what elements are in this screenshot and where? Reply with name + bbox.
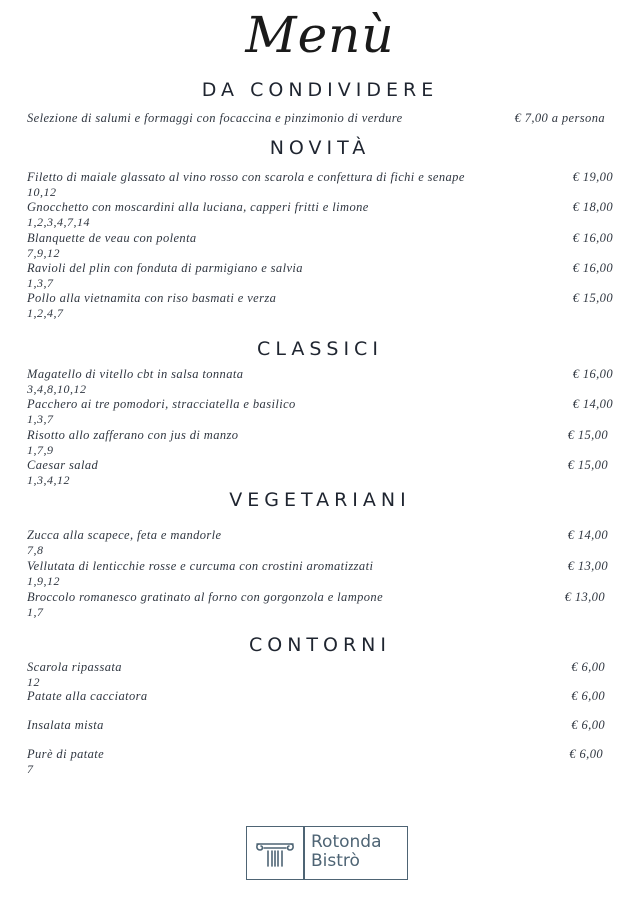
logo-wordmark <box>311 833 382 871</box>
item-price: € 16,00 <box>572 367 613 381</box>
item-price: € 16,00 <box>572 231 613 245</box>
item-allergens: 1,2,3,4,7,14 <box>27 215 90 229</box>
item-price: € 19,00 <box>572 170 613 184</box>
item-name: Blanquette de veau con polenta <box>27 231 197 245</box>
item-name: Zucca alla scapece, feta e mandorle <box>27 528 222 542</box>
item-allergens: 7,8 <box>27 543 44 557</box>
item-name: Insalata mista <box>27 718 104 732</box>
item-price: € 16,00 <box>572 261 613 275</box>
section-heading-contorni: CONTORNI <box>248 634 391 656</box>
section-heading-vegetariani: VEGETARIANI <box>229 489 411 511</box>
item-allergens: 7 <box>27 762 34 776</box>
item-allergens: 3,4,8,10,12 <box>27 382 87 396</box>
logo-line2: Bistrò <box>311 851 360 871</box>
item-price: € 15,00 <box>567 458 608 472</box>
item-allergens: 7,9,12 <box>27 246 60 260</box>
item-price: € 6,00 <box>571 718 605 732</box>
item-name: Selezione di salumi e formaggi con focaccina e pinzimonio di verdure <box>27 111 403 125</box>
item-name: Pacchero ai tre pomodori, stracciatella e basilico <box>27 397 296 411</box>
item-price: € 18,00 <box>572 200 613 214</box>
item-name: Ravioli del plin con fonduta di parmigiano e salvia <box>27 261 303 275</box>
item-allergens: 1,3,7 <box>27 412 54 426</box>
menu-title: Menù <box>245 6 395 64</box>
item-name: Filetto di maiale glassato al vino rosso con scarola e confettura di fichi e senape <box>27 170 465 184</box>
item-allergens: 1,7 <box>27 605 44 619</box>
item-allergens: 1,7,9 <box>27 443 54 457</box>
item-allergens: 1,2,4,7 <box>27 306 64 320</box>
item-allergens: 12 <box>27 675 40 689</box>
item-price: € 14,00 <box>572 397 613 411</box>
item-price: € 15,00 <box>572 291 613 305</box>
item-price: € 14,00 <box>567 528 608 542</box>
item-price: € 6,00 <box>571 660 605 674</box>
logo-divider <box>303 827 305 879</box>
item-name: Purè di patate <box>27 747 105 761</box>
item-price: € 6,00 <box>571 689 605 703</box>
item-name: Vellutata di lenticchie rosse e curcuma con crostini aromatizzati <box>27 559 374 573</box>
section-heading-classici: CLASSICI <box>257 338 383 360</box>
item-price: € 13,00 <box>564 590 605 604</box>
item-allergens: 1,3,4,12 <box>27 473 70 487</box>
item-price: € 6,00 <box>569 747 603 761</box>
item-price: € 7,00 a persona <box>514 111 605 125</box>
item-allergens: 1,3,7 <box>27 276 54 290</box>
item-name: Scarola ripassata <box>27 660 122 674</box>
item-allergens: 10,12 <box>27 185 57 199</box>
item-price: € 13,00 <box>567 559 608 573</box>
section-heading-condividere: DA CONDIVIDERE <box>201 79 439 101</box>
item-name: Magatello di vitello cbt in salsa tonnata <box>27 367 244 381</box>
item-price: € 15,00 <box>567 428 608 442</box>
item-name: Patate alla cacciatora <box>27 689 148 703</box>
item-name: Gnocchetto con moscardini alla luciana, capperi fritti e limone <box>27 200 369 214</box>
item-name: Pollo alla vietnamita con riso basmati e verza <box>27 291 277 305</box>
logo-line1: Rotonda <box>311 832 382 852</box>
item-allergens: 1,9,12 <box>27 574 60 588</box>
column-capital-icon <box>253 835 297 871</box>
item-name: Broccolo romanesco gratinato al forno con gorgonzola e lampone <box>27 590 384 604</box>
item-name: Caesar salad <box>27 458 99 472</box>
section-heading-novita: NOVITÀ <box>269 137 371 159</box>
rotonda-bistro-logo <box>246 826 408 880</box>
item-name: Risotto allo zafferano con jus di manzo <box>27 428 239 442</box>
